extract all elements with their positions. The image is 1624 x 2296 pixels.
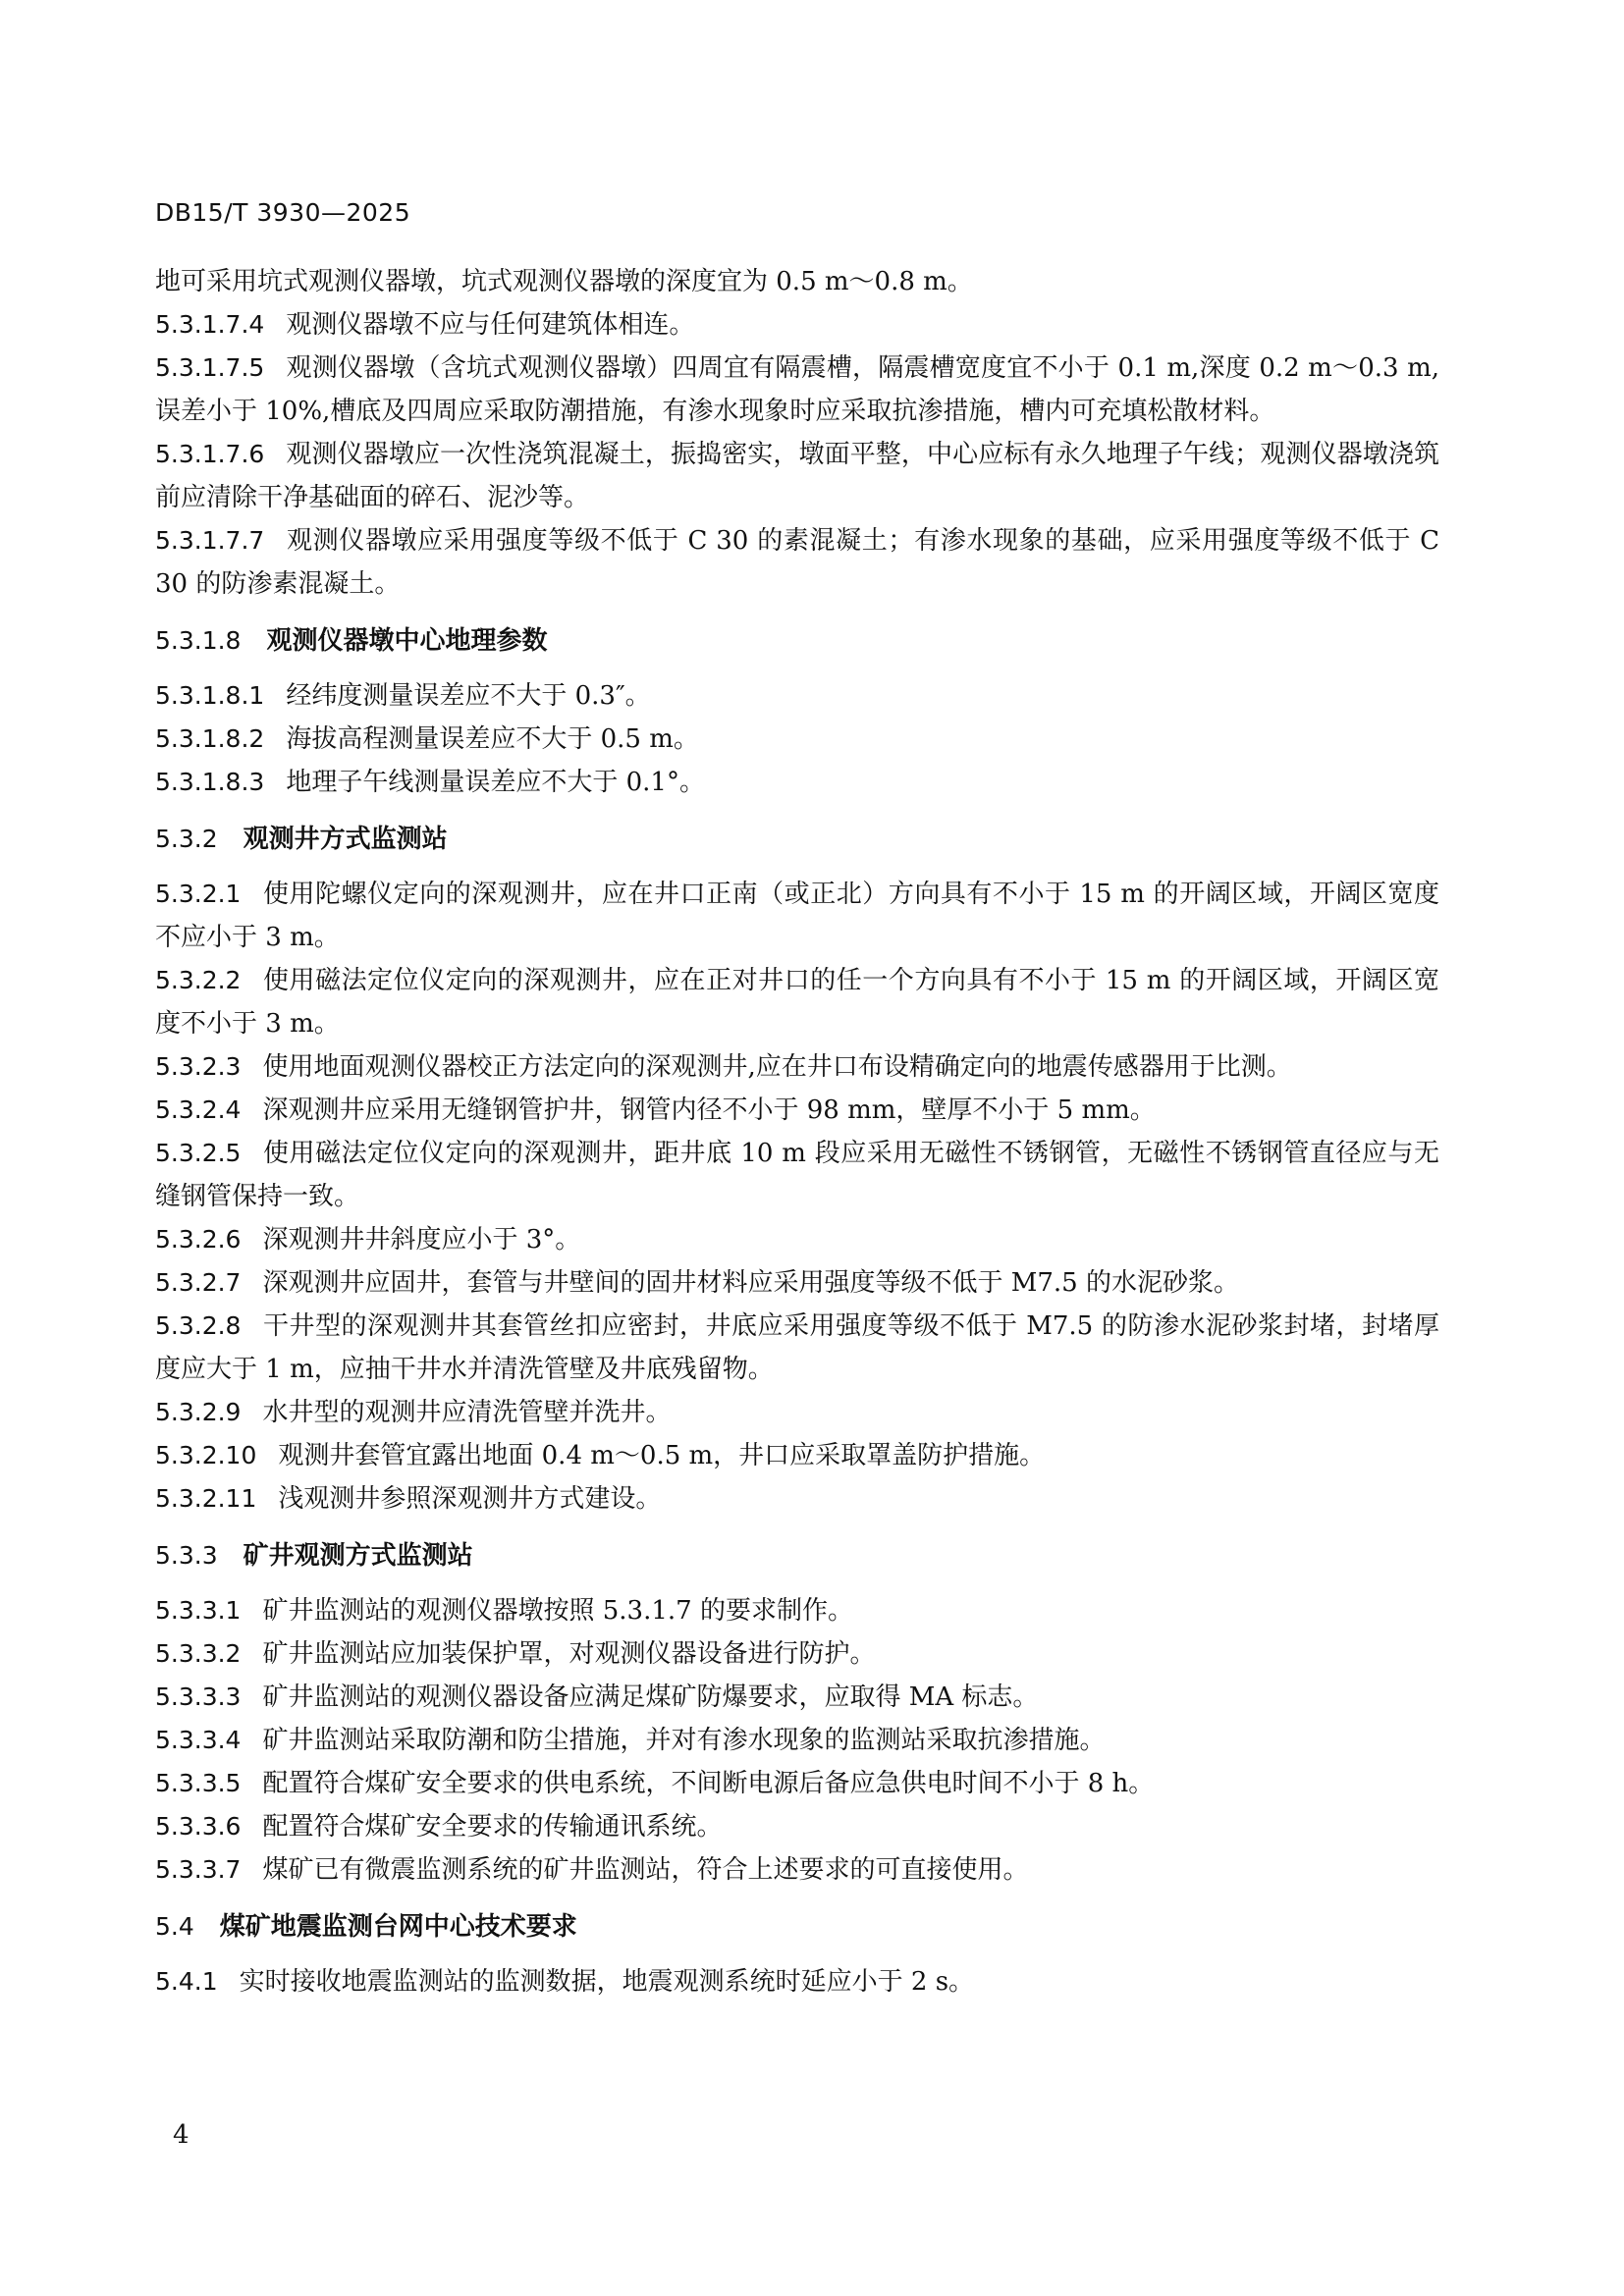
clause-text: 使用地面观测仪器校正方法定向的深观测井,应在井口布设精确定向的地震传感器用于比测。 — [262, 1052, 1292, 1082]
clause-paragraph — [155, 1676, 1439, 1719]
clause-text: 矿井监测站的观测仪器设备应满足煤矿防爆要求，应取得 MA 标志。 — [262, 1682, 1039, 1712]
clause-paragraph — [155, 1391, 1439, 1434]
clause-number: 5.3.3 — [155, 1541, 218, 1570]
clause-text: 深观测井井斜度应小于 3°。 — [262, 1225, 581, 1255]
section-heading — [155, 818, 1439, 861]
clause-paragraph — [155, 1218, 1439, 1261]
clause-text: 配置符合煤矿安全要求的传输通讯系统。 — [262, 1812, 723, 1842]
clause-number: 5.3.3.4 — [155, 1726, 242, 1754]
clause-paragraph — [155, 873, 1439, 959]
section-title: 观测仪器墩中心地理参数 — [266, 626, 548, 656]
clause-number: 5.3.1.8.2 — [155, 724, 265, 753]
clause-number: 5.3.2.3 — [155, 1052, 242, 1081]
clause-number: 5.3.2.6 — [155, 1225, 242, 1254]
clause-text: 地可采用坑式观测仪器墩，坑式观测仪器墩的深度宜为 0.5 m～0.8 m。 — [155, 267, 973, 296]
clause-text: 矿井监测站采取防潮和防尘措施，并对有渗水现象的监测站采取抗渗措施。 — [262, 1726, 1106, 1755]
section-title: 观测井方式监测站 — [243, 825, 448, 854]
clause-paragraph — [155, 260, 1439, 303]
clause-number: 5.3.1.7.5 — [155, 353, 265, 382]
clause-text: 观测仪器墩（含坑式观测仪器墩）四周宜有隔震槽，隔震槽宽度宜不小于 0.1 m,深度 0.2 m～0.3 m,误差小于 10%,槽底及四周应采取防潮措施，有渗水现象时应采取抗渗措施，槽内可充填松散材料。 — [155, 353, 1439, 426]
clause-text: 水井型的观测井应清洗管壁并洗井。 — [262, 1398, 672, 1427]
clause-number: 5.3.1.8.1 — [155, 681, 265, 710]
section-heading — [155, 1905, 1439, 1949]
clause-text: 矿井监测站应加装保护罩，对观测仪器设备进行防护。 — [262, 1639, 876, 1669]
clause-text: 经纬度测量误差应不大于 0.3″。 — [286, 681, 651, 711]
clause-number: 5.3.1.8 — [155, 626, 242, 655]
standard-code-header: DB15/T 3930—2025 — [155, 198, 411, 227]
clause-text: 观测井套管宜露出地面 0.4 m～0.5 m，井口应采取罩盖防护措施。 — [278, 1441, 1046, 1470]
clause-paragraph — [155, 347, 1439, 433]
clause-text: 深观测井应采用无缝钢管护井，钢管内径不小于 98 mm，壁厚不小于 5 mm。 — [262, 1095, 1156, 1125]
section-heading — [155, 1534, 1439, 1577]
clause-text: 观测仪器墩应采用强度等级不低于 C 30 的素混凝土；有渗水现象的基础，应采用强度等级不低于 C 30 的防渗素混凝土。 — [155, 526, 1439, 599]
clause-paragraph — [155, 303, 1439, 347]
clause-number: 5.3.2.1 — [155, 880, 242, 908]
clause-number: 5.3.2.2 — [155, 966, 242, 994]
clause-text: 使用磁法定位仪定向的深观测井，应在正对井口的任一个方向具有不小于 15 m 的开阔区域，开阔区宽度不小于 3 m。 — [155, 966, 1439, 1039]
page-number: 4 — [173, 2120, 189, 2150]
clause-text: 观测仪器墩应一次性浇筑混凝土，振捣密实，墩面平整，中心应标有永久地理子午线；观测仪器墩浇筑前应清除干净基础面的碎石、泥沙等。 — [155, 440, 1439, 512]
clause-paragraph — [155, 1632, 1439, 1676]
clause-number: 5.3.1.7.7 — [155, 526, 265, 555]
clause-paragraph — [155, 674, 1439, 718]
clause-text: 浅观测井参照深观测井方式建设。 — [278, 1484, 662, 1514]
clause-text: 实时接收地震监测站的监测数据，地震观测系统时延应小于 2 s。 — [239, 1967, 975, 1997]
clause-text: 使用陀螺仪定向的深观测井，应在井口正南（或正北）方向具有不小于 15 m 的开阔区域，开阔区宽度不应小于 3 m。 — [155, 880, 1439, 952]
clause-number: 5.3.2.9 — [155, 1398, 242, 1426]
clause-paragraph — [155, 1434, 1439, 1477]
clause-paragraph — [155, 1848, 1439, 1892]
clause-number: 5.3.2 — [155, 825, 218, 853]
document-body — [155, 260, 1439, 2003]
clause-paragraph — [155, 718, 1439, 761]
clause-number: 5.3.2.4 — [155, 1095, 242, 1124]
clause-number: 5.3.3.6 — [155, 1812, 242, 1841]
clause-number: 5.3.3.1 — [155, 1596, 242, 1625]
clause-number: 5.3.2.7 — [155, 1268, 242, 1297]
section-title: 矿井观测方式监测站 — [243, 1541, 473, 1571]
clause-text: 煤矿已有微震监测系统的矿井监测站，符合上述要求的可直接使用。 — [262, 1855, 1029, 1885]
clause-text: 海拔高程测量误差应不大于 0.5 m。 — [286, 724, 699, 754]
clause-paragraph — [155, 1305, 1439, 1391]
clause-number: 5.3.3.3 — [155, 1682, 242, 1711]
section-title: 煤矿地震监测台网中心技术要求 — [219, 1912, 577, 1942]
clause-text: 深观测井应固井，套管与井壁间的固井材料应采用强度等级不低于 M7.5 的水泥砂浆。 — [262, 1268, 1239, 1298]
clause-number: 5.3.2.10 — [155, 1441, 257, 1469]
clause-number: 5.3.3.7 — [155, 1855, 242, 1884]
clause-paragraph — [155, 1089, 1439, 1132]
clause-paragraph — [155, 1261, 1439, 1305]
clause-paragraph — [155, 761, 1439, 804]
clause-paragraph — [155, 1589, 1439, 1632]
clause-text: 地理子午线测量误差应不大于 0.1°。 — [286, 768, 705, 797]
clause-paragraph — [155, 1805, 1439, 1848]
clause-number: 5.3.3.2 — [155, 1639, 242, 1668]
clause-paragraph — [155, 1719, 1439, 1762]
clause-number: 5.3.2.8 — [155, 1311, 242, 1340]
clause-number: 5.3.1.8.3 — [155, 768, 265, 796]
clause-text: 观测仪器墩不应与任何建筑体相连。 — [286, 310, 695, 340]
section-heading — [155, 619, 1439, 663]
clause-number: 5.3.1.7.4 — [155, 310, 265, 339]
clause-paragraph — [155, 1762, 1439, 1805]
clause-text: 矿井监测站的观测仪器墩按照 5.3.1.7 的要求制作。 — [262, 1596, 853, 1626]
clause-number: 5.3.2.5 — [155, 1139, 242, 1167]
clause-paragraph — [155, 1477, 1439, 1521]
clause-paragraph — [155, 1960, 1439, 2003]
clause-paragraph — [155, 433, 1439, 519]
clause-paragraph — [155, 1132, 1439, 1218]
clause-text: 配置符合煤矿安全要求的供电系统，不间断电源后备应急供电时间不小于 8 h。 — [262, 1769, 1155, 1798]
clause-number: 5.4.1 — [155, 1967, 218, 1996]
clause-text: 干井型的深观测井其套管丝扣应密封，井底应采用强度等级不低于 M7.5 的防渗水泥砂浆封堵，封堵厚度应大于 1 m，应抽干井水并清洗管壁及井底残留物。 — [155, 1311, 1439, 1384]
clause-text: 使用磁法定位仪定向的深观测井，距井底 10 m 段应采用无磁性不锈钢管，无磁性不锈钢管直径应与无缝钢管保持一致。 — [155, 1139, 1439, 1211]
clause-number: 5.3.2.11 — [155, 1484, 257, 1513]
clause-paragraph — [155, 959, 1439, 1045]
clause-number: 5.3.1.7.6 — [155, 440, 265, 468]
clause-number: 5.3.3.5 — [155, 1769, 242, 1797]
clause-paragraph — [155, 519, 1439, 606]
clause-number: 5.4 — [155, 1912, 194, 1941]
clause-paragraph — [155, 1045, 1439, 1089]
